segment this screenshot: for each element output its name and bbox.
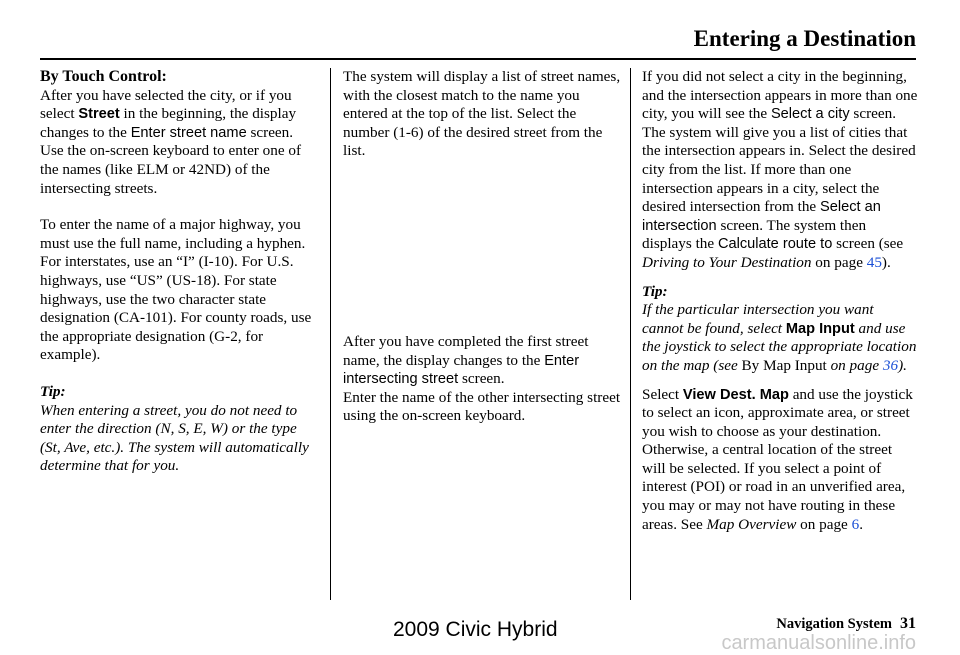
- footer-section-name: Navigation System: [776, 616, 892, 632]
- enter-intersecting-street-screen-ref: Enter intersecting street: [343, 352, 580, 388]
- select-a-city-screen-ref: Select a city: [770, 106, 850, 123]
- header-rule: [40, 58, 916, 60]
- paragraph-touch-control: After you have selected the city, or if you select Street in the beginning, the display changes to the Enter street name screen. Use the on-screen keyboard to enter one of the names (like ELM or 42ND) of the intersecting streets.: [40, 86, 302, 197]
- map-overview-ref: Map Overview: [706, 515, 797, 533]
- by-map-input-ref: By Map Input: [741, 356, 827, 374]
- site-watermark: carmanualsonline.info: [721, 632, 916, 654]
- paragraph-highways: To enter the name of a major highway, you must use the full name, including a hyphen. For interstates, use an “I” (I-10). For U.S. highways, use “US” (US-18). For state highways, use the two character state designation (CA-101). For county roads, use the appropriate designation (G-2, for example).: [40, 216, 312, 364]
- paragraph-intersecting-street: After you have completed the first street name, the display changes to the Enter intersecting street screen.: [343, 332, 589, 388]
- section-heading: By Touch Control:: [40, 68, 167, 85]
- column-right: [642, 68, 918, 534]
- street-button-ref: Street: [78, 106, 120, 123]
- tip-label: Tip:: [40, 382, 66, 400]
- column-middle: [343, 68, 621, 426]
- page-link-45[interactable]: 45: [866, 253, 882, 271]
- tip-text: When entering a street, you do not need to enter the direction (N, S, E, W) or the type (St, Ave, etc.). The system will automatically determine that for you.: [40, 401, 309, 475]
- paragraph-view-dest-map: Select View Dest. Map and use the joystick to select an icon, approximate area, or street you wish to choose as your destination. Otherwise, a central location of the street will be selected. If you select a point of interest (POI) or road in an unverified area, you may or may not have routing in these areas. See Map Overview on page 6.: [642, 385, 913, 533]
- map-input-button-ref: Map Input: [785, 320, 855, 337]
- model-watermark: 2009 Civic Hybrid: [393, 618, 558, 641]
- paragraph-street-list: The system will display a list of street names, with the closest match to the name you entered at the top of the list. Select the number (1-6) of the desired street from the list.: [343, 68, 621, 160]
- enter-street-name-screen-ref: Enter street name: [130, 124, 247, 141]
- footer-section: [776, 615, 916, 633]
- tip-label-right: Tip:: [642, 282, 668, 300]
- tip-text-right: If the particular intersection you want cannot be found, select Map Input and use the joystick to select the appropriate location on the map (see By Map Input on page 36).: [642, 301, 917, 374]
- view-dest-map-button-ref: View Dest. Map: [682, 386, 789, 403]
- driving-to-destination-ref: Driving to Your Destination: [642, 253, 812, 271]
- column-divider-left: [330, 68, 331, 600]
- page-number: 31: [900, 615, 916, 632]
- calculate-route-screen-ref: Calculate route to: [717, 236, 833, 253]
- page-link-36[interactable]: 36: [882, 356, 899, 374]
- page-link-6[interactable]: 6: [851, 515, 860, 533]
- select-an-intersection-screen-ref: Select an intersection: [642, 199, 881, 234]
- column-left: [40, 68, 320, 476]
- paragraph-select-city: If you did not select a city in the beginning, and the intersection appears in more than one city, you will see the Select a city screen. The system will give you a list of cities that the intersection appears in. Select the desired city from the list. If more than one intersection appears in a city, select the desired intersection from the Select an intersection screen. The system then displays the Calculate route to screen (see Driving to Your Destination on page 45).: [642, 68, 918, 271]
- column-divider-right: [630, 68, 631, 600]
- page-title: Entering a Destination: [693, 26, 916, 51]
- paragraph-other-street: Enter the name of the other intersecting street using the on-screen keyboard.: [343, 388, 621, 425]
